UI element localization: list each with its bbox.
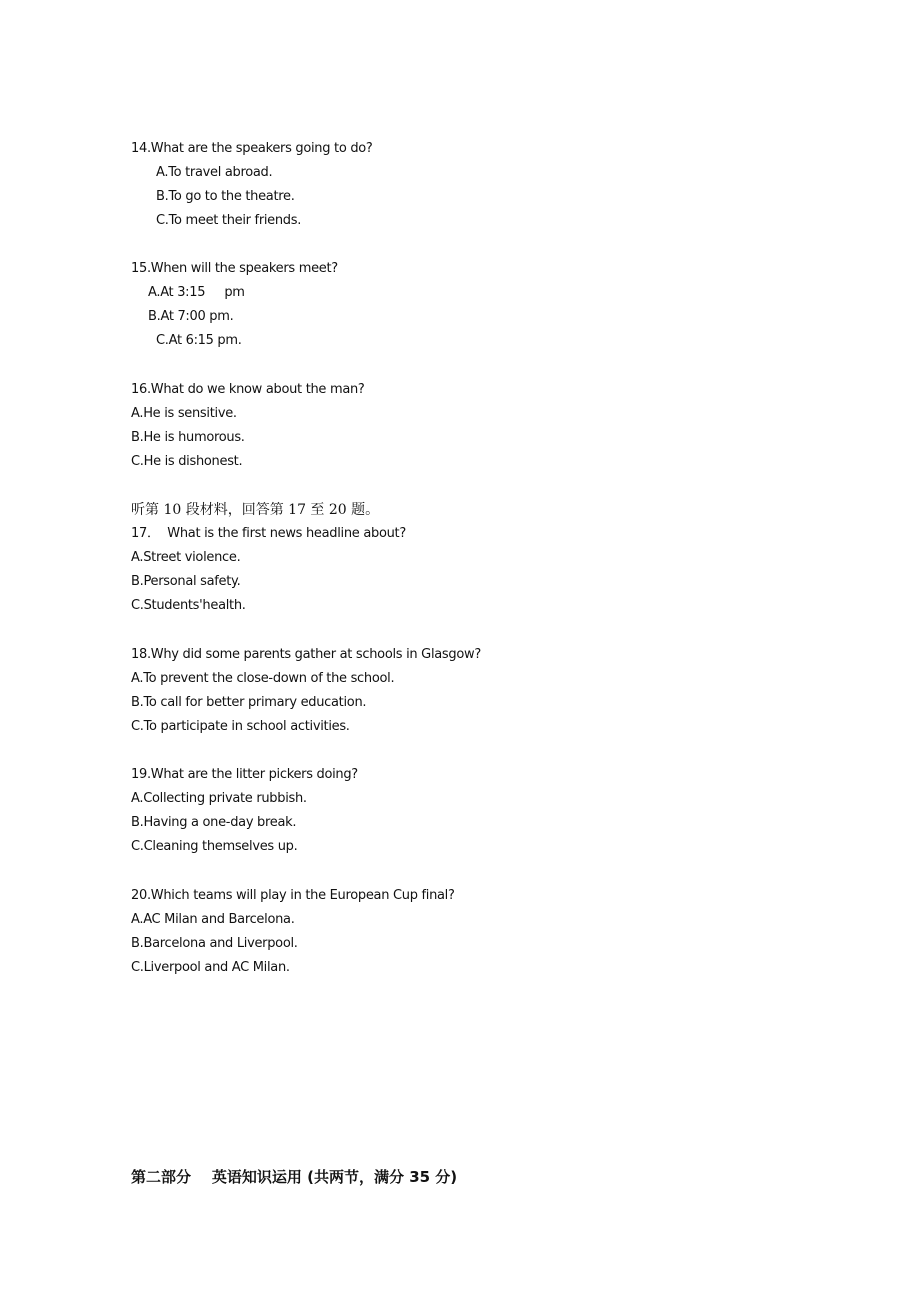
- question-16-option-c: C.He is dishonest.: [131, 454, 243, 469]
- question-17-option-b: B.Personal safety.: [131, 574, 241, 589]
- question-18: [131, 643, 481, 739]
- question-20-option-a: A.AC Milan and Barcelona.: [131, 912, 295, 927]
- question-14-option-c: C.To meet their friends.: [156, 213, 302, 228]
- question-14-option-a: A.To travel abroad.: [156, 165, 273, 180]
- question-19-option-a: A.Collecting private rubbish.: [131, 791, 307, 806]
- question-17-option-c: C.Students'health.: [131, 598, 246, 613]
- question-16-option-b: B.He is humorous.: [131, 430, 245, 445]
- part-2-title: 第二部分 英语知识运用 (共两节，满分 35 分): [131, 1168, 458, 1186]
- question-17: [131, 522, 406, 618]
- question-15-option-b: B.At 7:00 pm.: [148, 309, 234, 324]
- question-17-stem: 17． What is the first news headline about?: [131, 526, 406, 541]
- question-18-option-a: A.To prevent the close-down of the school.: [131, 671, 395, 686]
- question-20-option-c: C.Liverpool and AC Milan.: [131, 960, 290, 975]
- question-15: [131, 257, 338, 353]
- question-20-option-b: B.Barcelona and Liverpool.: [131, 936, 298, 951]
- question-18-option-c: C.To participate in school activities.: [131, 719, 350, 734]
- question-16-option-a: A.He is sensitive.: [131, 406, 237, 421]
- question-18-option-b: B.To call for better primary education.: [131, 695, 367, 710]
- question-19-option-b: B.Having a one-day break.: [131, 815, 297, 830]
- question-14-option-b: B.To go to the theatre.: [156, 189, 295, 204]
- question-20-stem: 20.Which teams will play in the European Cup final?: [131, 888, 455, 903]
- question-19-option-c: C.Cleaning themselves up.: [131, 839, 298, 854]
- question-19-stem: 19.What are the litter pickers doing?: [131, 767, 358, 782]
- question-15-option-c: C.At 6:15 pm.: [156, 333, 242, 348]
- question-15-stem: 15.When will the speakers meet?: [131, 261, 338, 276]
- section-10-heading: 听第 10 段材料，回答第 17 至 20 题。: [131, 502, 380, 518]
- question-14-stem: 14.What are the speakers going to do?: [131, 141, 373, 156]
- question-16-stem: 16.What do we know about the man?: [131, 382, 365, 397]
- question-19: [131, 763, 358, 859]
- question-15-option-a: A.At 3:15 pm: [148, 285, 245, 300]
- question-16: [131, 378, 365, 474]
- question-20: [131, 884, 455, 980]
- question-18-stem: 18.Why did some parents gather at schools in Glasgow?: [131, 647, 481, 662]
- question-17-option-a: A.Street violence.: [131, 550, 241, 565]
- question-14: [131, 137, 373, 233]
